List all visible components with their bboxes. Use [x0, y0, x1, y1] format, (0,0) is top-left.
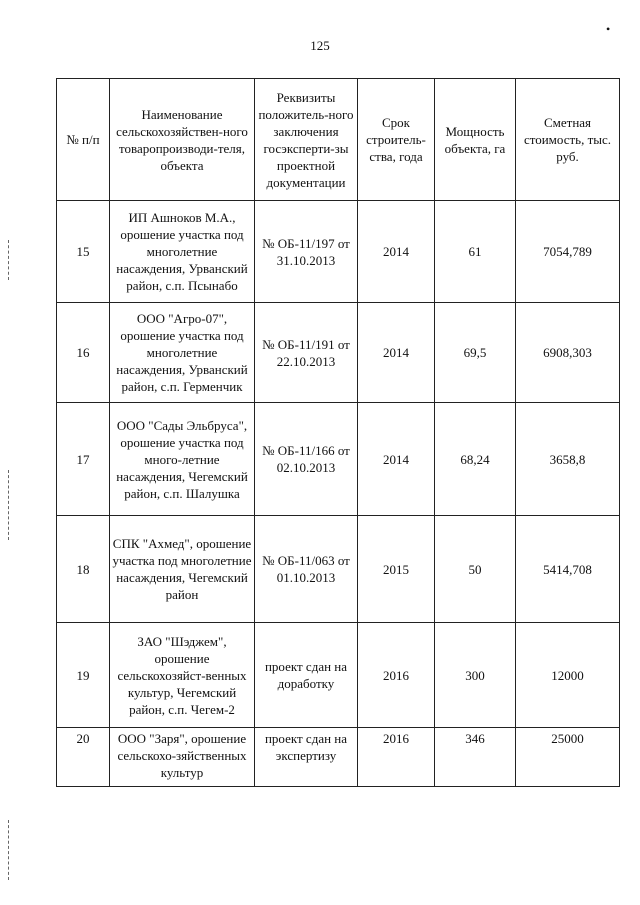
row-name: ЗАО "Шэджем", орошение сельскохозяйст-венных культур, Чегемский район, с.п. Чегем-2	[110, 623, 255, 728]
row-capacity: 346	[435, 728, 516, 787]
table-row	[57, 201, 620, 303]
table-row	[57, 403, 620, 516]
row-cost: 7054,789	[516, 201, 620, 303]
table-row	[57, 728, 620, 787]
row-cost: 12000	[516, 623, 620, 728]
row-capacity: 61	[435, 201, 516, 303]
header-name: Наименование сельскохозяйствен-ного товаропроизводи-теля, объекта	[110, 79, 255, 201]
row-num: 20	[57, 728, 110, 787]
row-year: 2016	[358, 623, 435, 728]
row-year: 2016	[358, 728, 435, 787]
table-header-row	[57, 79, 620, 201]
row-num: 16	[57, 303, 110, 403]
header-term: Срок строитель-ства, года	[358, 79, 435, 201]
scan-edge-mark	[8, 470, 10, 540]
row-capacity: 300	[435, 623, 516, 728]
row-requisites: проект сдан на доработку	[255, 623, 358, 728]
row-num: 19	[57, 623, 110, 728]
row-year: 2014	[358, 303, 435, 403]
table-row	[57, 303, 620, 403]
header-num: № п/п	[57, 79, 110, 201]
row-num: 17	[57, 403, 110, 516]
row-requisites: № ОБ-11/166 от 02.10.2013	[255, 403, 358, 516]
row-requisites: № ОБ-11/063 от 01.10.2013	[255, 516, 358, 623]
header-requisites: Реквизиты положитель-ного заключения госэксперти-зы проектной документации	[255, 79, 358, 201]
table-row	[57, 623, 620, 728]
row-cost: 5414,708	[516, 516, 620, 623]
header-cost: Сметная стоимость, тыс. руб.	[516, 79, 620, 201]
row-name: ООО "Сады Эльбруса", орошение участка под много-летние насаждения, Чегемский район, с.п. Шалушка	[110, 403, 255, 516]
row-capacity: 50	[435, 516, 516, 623]
page-number: 125	[310, 38, 330, 53]
row-requisites: № ОБ-11/197 от 31.10.2013	[255, 201, 358, 303]
projects-table	[56, 78, 620, 787]
row-cost: 25000	[516, 728, 620, 787]
row-num: 18	[57, 516, 110, 623]
row-year: 2015	[358, 516, 435, 623]
table-row	[57, 516, 620, 623]
row-num: 15	[57, 201, 110, 303]
row-year: 2014	[358, 403, 435, 516]
row-year: 2014	[358, 201, 435, 303]
row-requisites: № ОБ-11/191 от 22.10.2013	[255, 303, 358, 403]
scan-edge-mark	[8, 240, 10, 280]
scan-mark: •	[606, 22, 611, 36]
header-capacity: Мощность объекта, га	[435, 79, 516, 201]
row-capacity: 68,24	[435, 403, 516, 516]
scan-edge-mark	[8, 820, 10, 880]
row-name: ООО "Заря", орошение сельскохо-зяйственных культур	[110, 728, 255, 787]
row-cost: 6908,303	[516, 303, 620, 403]
row-capacity: 69,5	[435, 303, 516, 403]
row-requisites: проект сдан на экспертизу	[255, 728, 358, 787]
row-name: СПК "Ахмед", орошение участка под многолетние насаждения, Чегемский район	[110, 516, 255, 623]
row-name: ООО "Агро-07", орошение участка под многолетние насаждения, Урванский район, с.п. Герменчик	[110, 303, 255, 403]
row-name: ИП Ашноков М.А., орошение участка под многолетние насаждения, Урванский район, с.п. Псынабо	[110, 201, 255, 303]
row-cost: 3658,8	[516, 403, 620, 516]
